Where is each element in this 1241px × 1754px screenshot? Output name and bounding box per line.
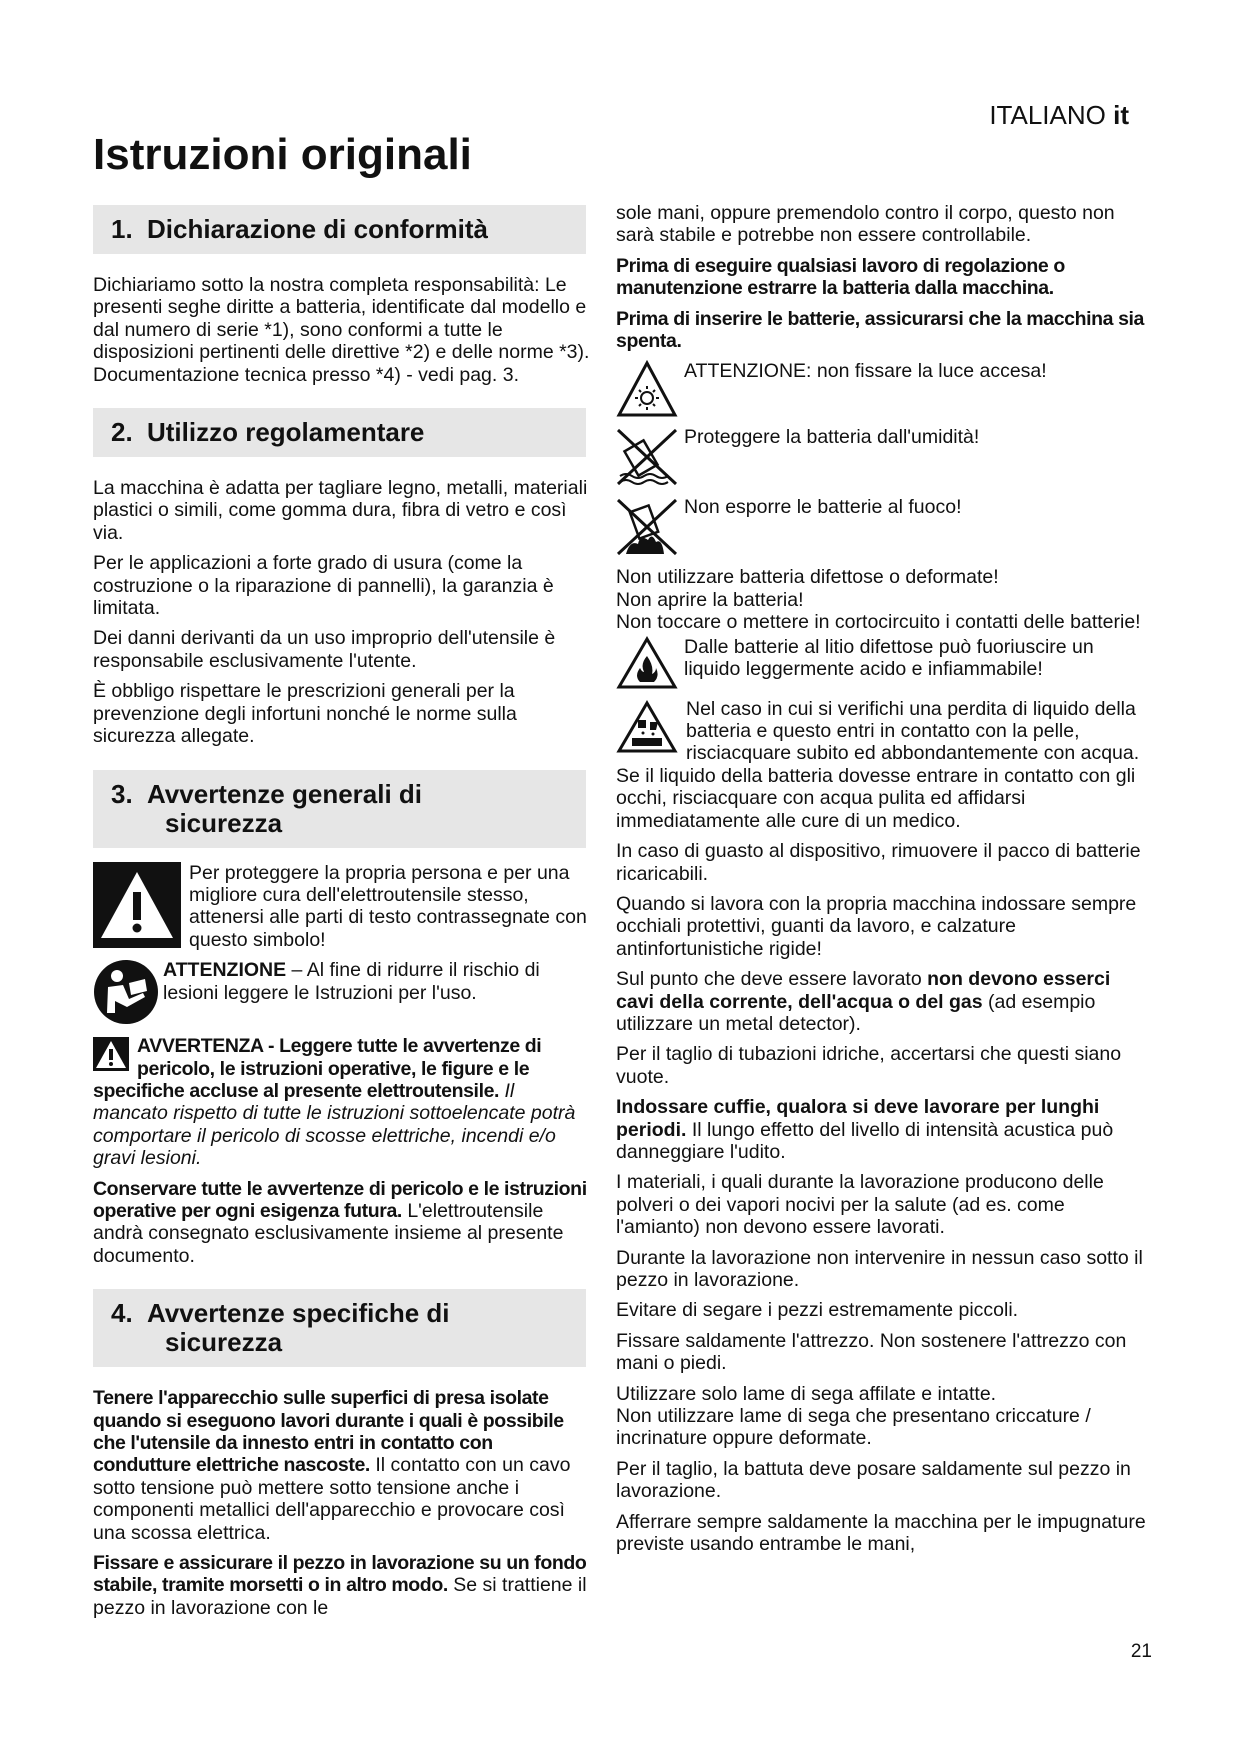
warning-square-icon (93, 862, 181, 948)
lithium-row (616, 636, 1146, 690)
continued-text: sole mani, oppure premendolo contro il corpo, questo non sarà stabile e potrebbe non essere controllabile. (616, 202, 1115, 247)
fire-text: Non esporre le batterie al fuoco! (684, 496, 962, 519)
attention-text: ATTENZIONE – Al fine di ridurre il rischio di lesioni leggere le Istruzioni per l'uso. (163, 959, 540, 1004)
flammable-icon (616, 636, 678, 690)
section-heading-1: 1. Dichiarazione di conformità (93, 205, 586, 254)
language-code: it (1113, 100, 1129, 130)
pipes-paragraph: Per il taglio di tubazioni idriche, accertarsi che questi siano vuote. (616, 1043, 1122, 1088)
section-heading-4: 4. Avvertenze specifiche di sicurezza (93, 1289, 586, 1367)
defect-note-2: Non aprire la batteria! (616, 588, 804, 611)
lithium-text: Dalle batterie al litio difettose può fuoriuscire un liquido leggermente acido e infiammabile! (684, 635, 1094, 681)
intended-use-p2: Per le applicazioni a forte grado di usura (come la costruzione o la riparazione di pannelli), la garanzia è limitata. (93, 552, 554, 620)
specific-p2: Fissare e assicurare il pezzo in lavorazione su un fondo stabile, tramite morsetti o in altro modo. Se si trattiene il pezzo in lavorazione con le (93, 1552, 587, 1619)
page-title: Istruzioni originali (93, 130, 472, 179)
no-moisture-icon (616, 426, 678, 488)
fault-paragraph: In caso di guasto al dispositivo, rimuovere il pacco di batterie ricaricabili. (616, 840, 1141, 885)
light-warning-text: ATTENZIONE: non fissare la luce accesa! (684, 360, 1047, 383)
intended-use-p4: È obbligo rispettare le prescrizioni generali per la prevenzione degli infortuni nonché le norme sulla sicurezza allegate. (93, 680, 517, 748)
leak-paragraph: Nel caso in cui si verifichi una perdita di liquido della batteria e questo entri in contatto con la pelle, risciacquare subito ed abbondantemente con acqua. Se il liquido della batteria dovesse entrare in contatto con gli occhi, risciacquare con acqua pulita ed affidarsi immediatamente alle cure di un medico. (616, 697, 1140, 832)
section-heading-3: 3. Avvertenze generali di sicurezza (93, 770, 586, 848)
blades-paragraph: Utilizzare solo lame di sega affilate e intatte. Non utilizzare lame di sega che presentano criccature / incrinature oppure deformate. (616, 1382, 1091, 1450)
light-warning-row (616, 360, 1146, 418)
no-fire-icon (616, 496, 678, 558)
intended-use-p1: La macchina è adatta per tagliare legno, metalli, materiali plastici o simili, come gomma dura, fibra di vetro e così via. (93, 477, 588, 544)
left-column (93, 205, 593, 1627)
fire-row (616, 496, 1146, 558)
conformity-text: Dichiariamo sotto la nostra completa responsabilità: Le presenti seghe diritte a batteria, identificate dal modello e dal numero di serie *1), sono conformi a tutte le disposizioni pertinenti delle direttive *2) e delle norme *3). Documentazione tecnica presso *4) - vedi pag. 3. (93, 274, 590, 386)
stop-paragraph: Per il taglio, la battuta deve posare saldamente sul pezzo in lavorazione. (616, 1457, 1131, 1503)
small-paragraph: Evitare di segare i pezzi estremamente piccoli. (616, 1299, 1019, 1322)
machine-off-note: Prima di inserire le batterie, assicurarsi che la macchina sia spenta. (616, 307, 1144, 353)
right-column (616, 202, 1146, 1563)
grip-paragraph: Afferrare sempre saldamente la macchina per le impugnature previste usando entrambe le mani, (616, 1510, 1146, 1556)
page-number: 21 (1130, 1641, 1152, 1662)
light-warning-icon (616, 360, 678, 418)
remove-battery-note: Prima di eseguire qualsiasi lavoro di regolazione o manutenzione estrarre la batteria dalla macchina. (616, 254, 1065, 300)
defect-note-1: Non utilizzare batteria difettose o deformate! (616, 566, 999, 589)
warning-symbol-text: Per proteggere la propria persona e per una migliore cura dell'elettroutensile stesso, attenersi alle parti di testo contrassegnate con questo simbolo! (189, 861, 587, 951)
moisture-row (616, 426, 1146, 488)
defect-notes (616, 566, 1146, 633)
specific-p1: Tenere l'apparecchio sulle superfici di presa isolate quando si eseguono lavori durante i quali è possibile che l'utensile da innesto entri in contatto con condutture elettriche nascoste. Il contatto con un cavo sotto tensione può mettere sotto tensione anche i componenti metallici dell'apparecchio e provocare così una scossa elettrica. (93, 1387, 571, 1544)
intended-use-p3: Dei danni derivanti da un uso improprio dell'utensile è responsabile esclusivamente l'utente. (93, 627, 556, 672)
dust-paragraph: I materiali, i quali durante la lavorazione producono delle polveri o dei vapori nocivi per la salute (ad es. come l'amianto) non devono essere lavorati. (616, 1171, 1104, 1239)
defect-note-3: Non toccare o mettere in cortocircuito i contatti delle batterie! (616, 611, 1141, 634)
corrosive-icon (616, 700, 678, 754)
read-manual-icon (93, 959, 159, 1025)
section-heading-2: 2. Utilizzo regolamentare (93, 408, 586, 457)
avvertenza-paragraph: AVVERTENZA - Leggere tutte le avvertenze di pericolo, le istruzioni operative, le figure e le specifiche accluse al presente elettroutensile. Il mancato rispetto di tutte le istruzioni sottoelencate potrà comportare il pericolo di scosse elettriche, incendi e/o gravi lesioni. (93, 1035, 576, 1170)
ear-paragraph: Indossare cuffie, qualora si deve lavorare per lunghi periodi. Il lungo effetto del livello di intensità acustica può danneggiare l'udito. (616, 1096, 1114, 1163)
fix-paragraph: Fissare saldamente l'attrezzo. Non sostenere l'attrezzo con mani o piedi. (616, 1329, 1127, 1375)
cables-paragraph: Sul punto che deve essere lavorato non devono esserci cavi della corrente, dell'acqua o del gas (ad esempio utilizzare un metal detector). (616, 968, 1111, 1035)
conserve-paragraph: Conservare tutte le avvertenze di pericolo e le istruzioni operative per ogni esigenza futura. L'elettroutensile andrà consegnato esclusivamente insieme al presente documento. (93, 1177, 587, 1267)
language-label: ITALIANO it (989, 100, 1129, 130)
ppe-paragraph: Quando si lavora con la propria macchina indossare sempre occhiali protettivi, guanti da lavoro, e calzature antinfortunistiche rigide! (616, 892, 1137, 960)
read-manual-block (93, 959, 593, 1025)
under-paragraph: Durante la lavorazione non intervenire in nessun caso sotto il pezzo in lavorazione. (616, 1246, 1143, 1291)
warning-triangle-icon (93, 1037, 129, 1071)
warning-symbol-block (93, 862, 593, 952)
moisture-text: Proteggere la batteria dall'umidità! (684, 426, 980, 449)
